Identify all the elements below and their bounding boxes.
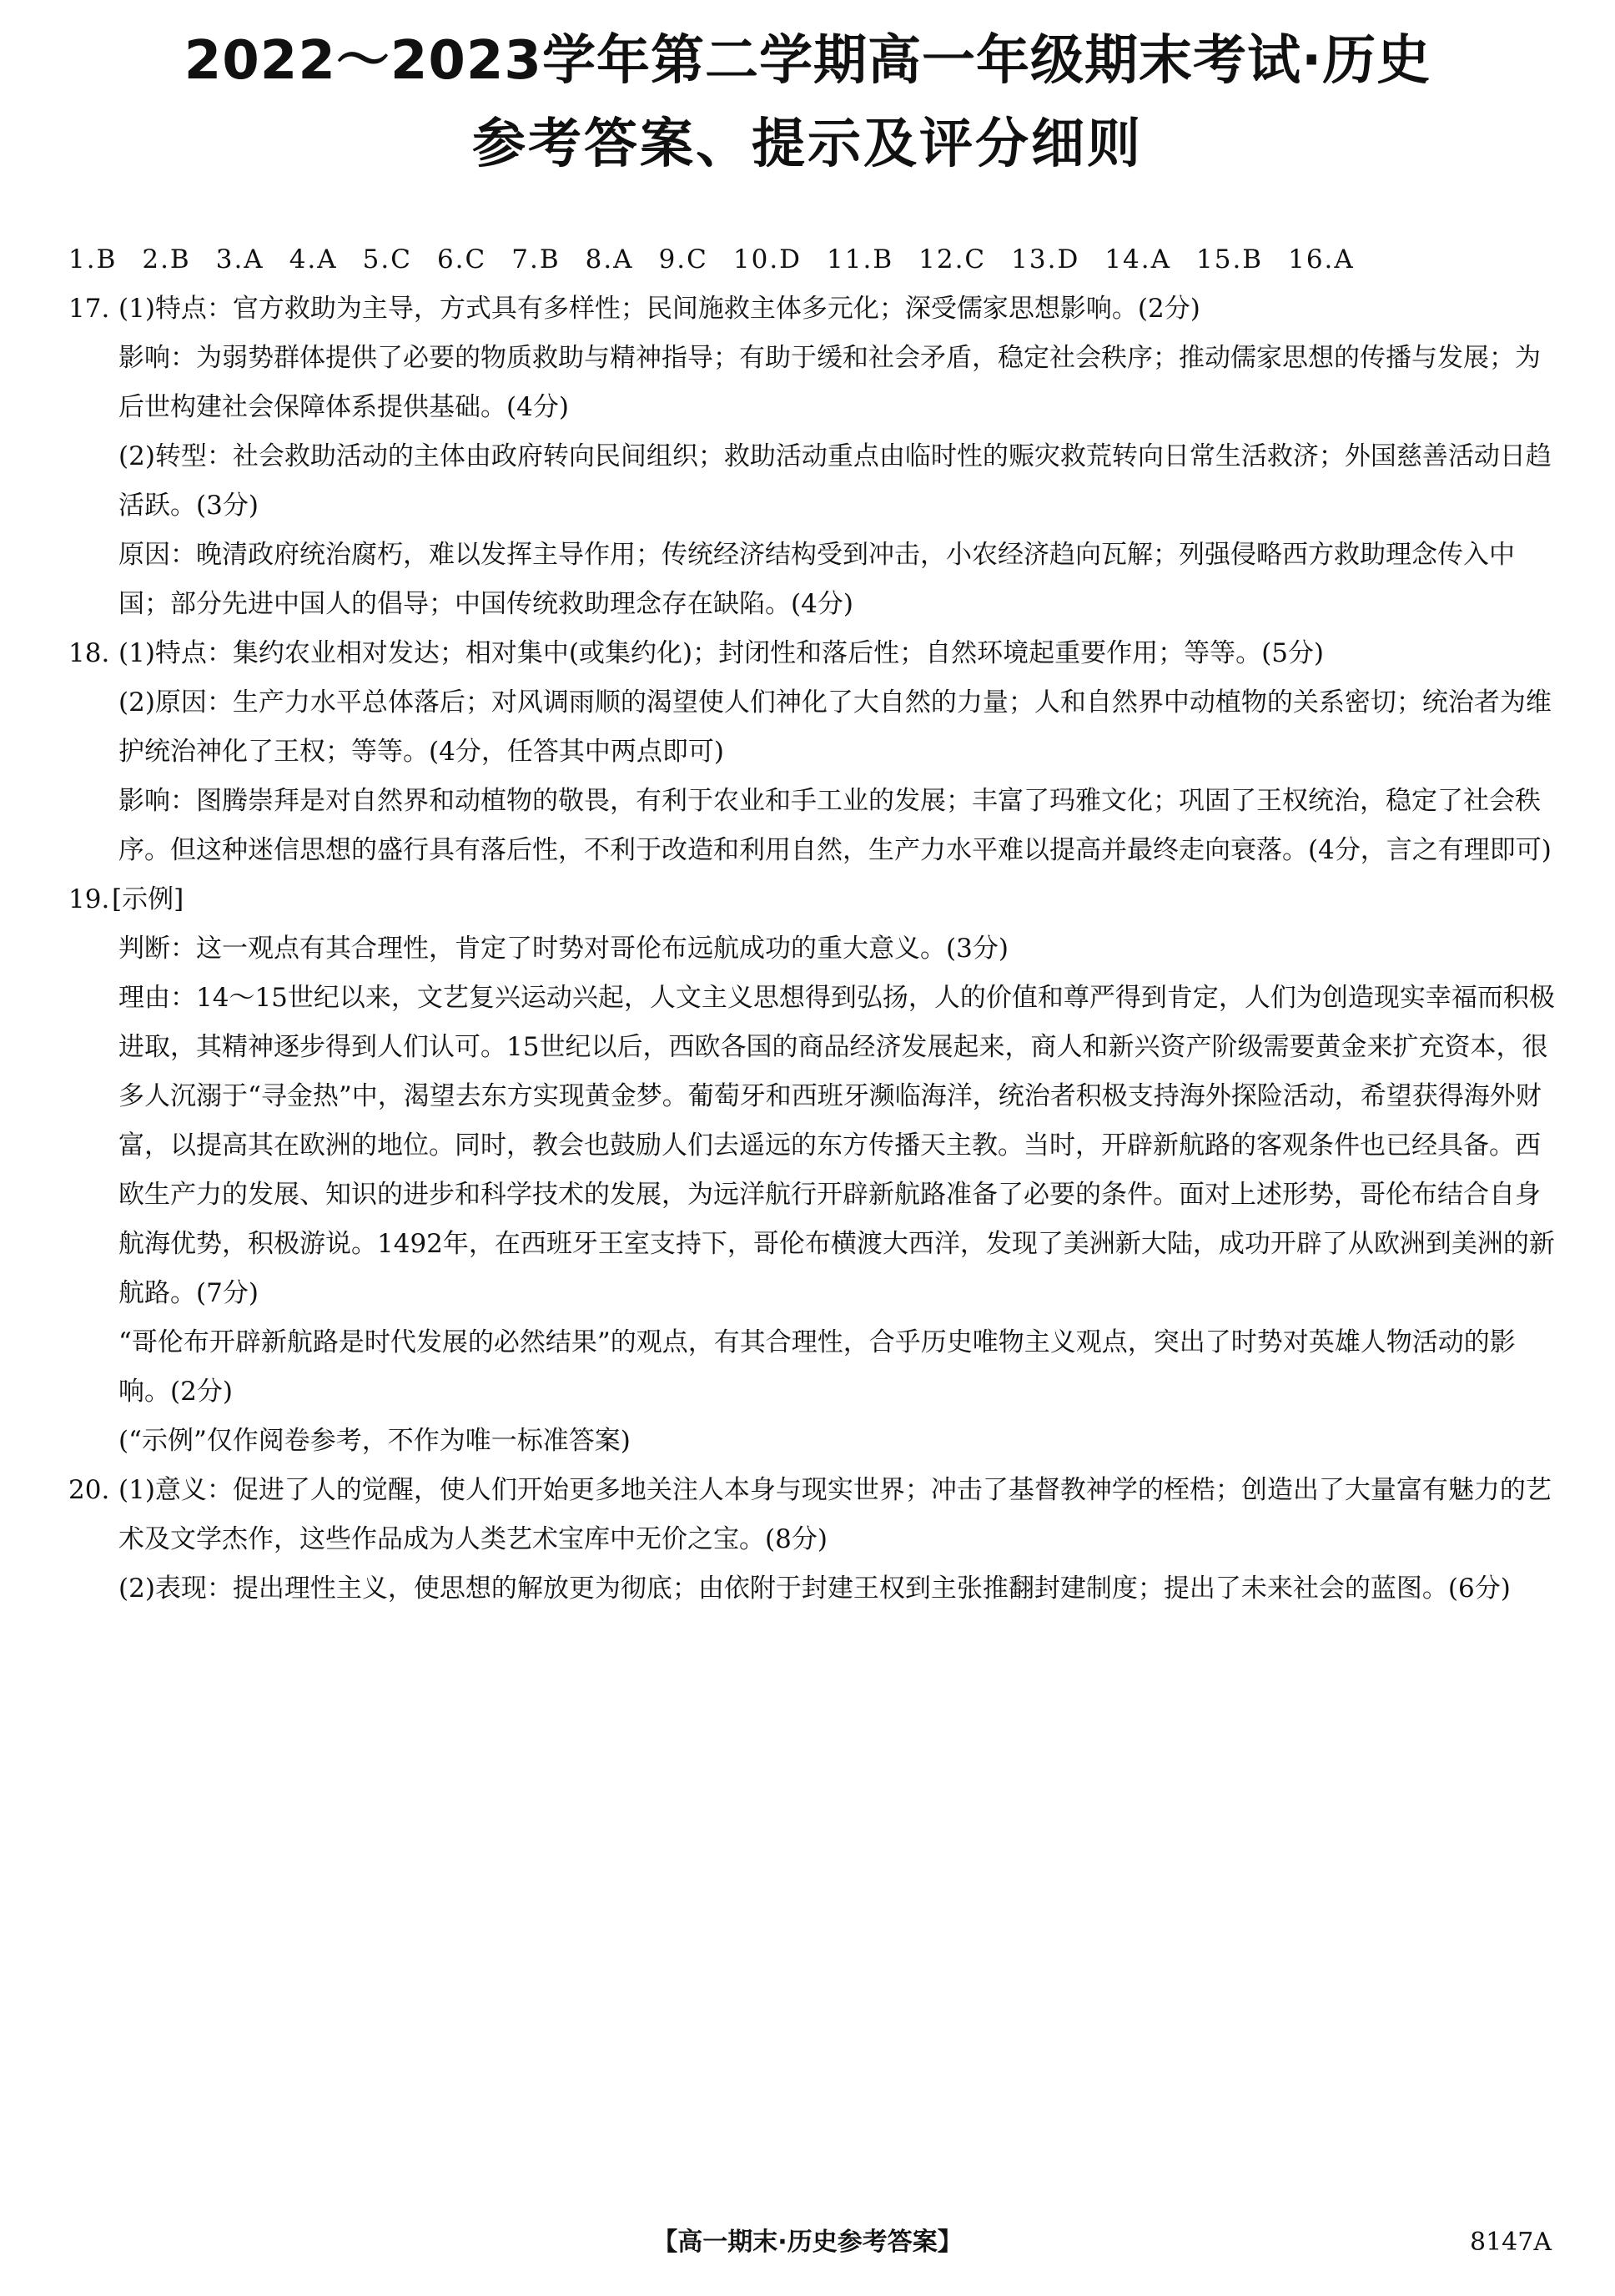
mcq-answer: 8.A — [585, 244, 634, 274]
answer-paragraph: (1)特点：官方救助为主导，方式具有多样性；民间施救主体多元化；深受儒家思想影响。(2分) — [118, 294, 1200, 324]
question-number: 20. — [68, 1475, 110, 1505]
mcq-answer: 14.A — [1104, 244, 1171, 274]
answer-paragraph: 影响：为弱势群体提供了必要的物质救助与精神指导；有助于缓和社会矛盾，稳定社会秩序；推动儒家思想的传播与发展；为后世构建社会保障体系提供基础。(4分) — [118, 343, 1541, 422]
mcq-answer: 15.B — [1196, 244, 1264, 274]
mcq-answer: 12.C — [918, 244, 987, 274]
answer-note: (“示例”仅作阅卷参考，不作为唯一标准答案) — [118, 1426, 631, 1456]
example-label: [示例] — [112, 884, 184, 914]
mcq-answer: 11.B — [827, 244, 894, 274]
answer-content — [68, 235, 1562, 1614]
mcq-answer: 1.B — [68, 244, 118, 274]
answer-paragraph: (1)意义：促进了人的觉醒，使人们开始更多地关注人本身与现实世界；冲击了基督教神学的桎梏；创造出了大量富有魅力的艺术及文学杰作，这些作品成为人类艺术宝库中无价之宝。(8分) — [118, 1475, 1552, 1554]
mcq-answer: 16.A — [1288, 244, 1355, 274]
answer-paragraph: (2)原因：生产力水平总体落后；对风调雨顺的渴望使人们神化了大自然的力量；人和自然界中动植物的关系密切；统治者为维护统治神化了王权；等等。(4分，任答其中两点即可) — [118, 687, 1552, 767]
mcq-answer: 4.A — [289, 244, 338, 274]
mcq-answer: 2.B — [142, 244, 191, 274]
question-number: 19. — [68, 884, 110, 914]
answer-paragraph: 判断：这一观点有其合理性，肯定了时势对哥伦布远航成功的重大意义。(3分) — [118, 934, 1009, 964]
page-subtitle: 参考答案、提示及评分细则 — [472, 113, 1143, 175]
answer-paragraph: “哥伦布开辟新航路是时代发展的必然结果”的观点，有其合理性，合乎历史唯物主义观点，突出了时势对英雄人物活动的影响。(2分) — [118, 1327, 1516, 1407]
question-18 — [68, 629, 1562, 875]
document-code: 8147A — [1469, 2228, 1552, 2257]
mcq-answers — [68, 235, 1562, 284]
answer-paragraph: (2)转型：社会救助活动的主体由政府转向民间组织；救助活动重点由临时性的赈灾救荒转向日常生活救济；外国慈善活动日趋活跃。(3分) — [118, 441, 1552, 521]
question-number: 17. — [68, 294, 110, 324]
question-19 — [68, 875, 1562, 1466]
answer-paragraph: (2)表现：提出理性主义，使思想的解放更为彻底；由依附于封建王权到主张推翻封建制度；提出了未来社会的蓝图。(6分) — [118, 1573, 1511, 1604]
question-17 — [68, 284, 1562, 629]
page-title: 2022～2023学年第二学期高一年级期末考试·历史 — [184, 30, 1431, 92]
answer-paragraph: 理由：14～15世纪以来，文艺复兴运动兴起，人文主义思想得到弘扬，人的价值和尊严得到肯定，人们为创造现实幸福而积极进取，其精神逐步得到人们认可。15世纪以后，西欧各国的商品经济发展起来，商人和新兴资产阶级需要黄金来扩充资本，很多人沉溺于“寻金热”中，渴望去东方实现黄金梦。葡萄牙和西班牙濒临海洋，统治者积极支持海外探险活动，希望获得海外财富，以提高其在欧洲的地位。同时，教会也鼓励人们去遥远的东方传播天主教。当时，开辟新航路的客观条件也已经具备。西欧生产力的发展、知识的进步和科学技术的发展，为远洋航行开辟新航路准备了必要的条件。面对上述形势，哥伦布结合自身航海优势，积极游说。1492年，在西班牙王室支持下，哥伦布横渡大西洋，发现了美洲新大陆，成功开辟了从欧洲到美洲的新航路。(7分) — [118, 983, 1555, 1308]
mcq-answer: 7.B — [511, 244, 561, 274]
answer-paragraph: 影响：图腾崇拜是对自然界和动植物的敬畏，有利于农业和手工业的发展；丰富了玛雅文化；巩固了王权统治，稳定了社会秩序。但这种迷信思想的盛行具有落后性，不利于改造和利用自然，生产力水平难以提高并最终走向衰落。(4分，言之有理即可) — [118, 786, 1552, 865]
mcq-answer: 9.C — [658, 244, 708, 274]
mcq-answer: 10.D — [732, 244, 802, 274]
mcq-answer: 3.A — [215, 244, 264, 274]
mcq-answer: 6.C — [436, 244, 487, 274]
question-number: 18. — [68, 638, 110, 668]
mcq-answer: 13.D — [1011, 244, 1080, 274]
mcq-answer: 5.C — [362, 244, 412, 274]
answer-paragraph: 原因：晚清政府统治腐朽，难以发挥主导作用；传统经济结构受到冲击，小农经济趋向瓦解；列强侵略西方救助理念传入中国；部分先进中国人的倡导；中国传统救助理念存在缺陷。(4分) — [118, 540, 1515, 619]
question-20 — [68, 1466, 1562, 1614]
answer-paragraph: (1)特点：集约农业相对发达；相对集中(或集约化)；封闭性和落后性；自然环境起重要作用；等等。(5分) — [118, 638, 1325, 668]
page-footer: 【高一期末·历史参考答案】 — [652, 2228, 963, 2257]
